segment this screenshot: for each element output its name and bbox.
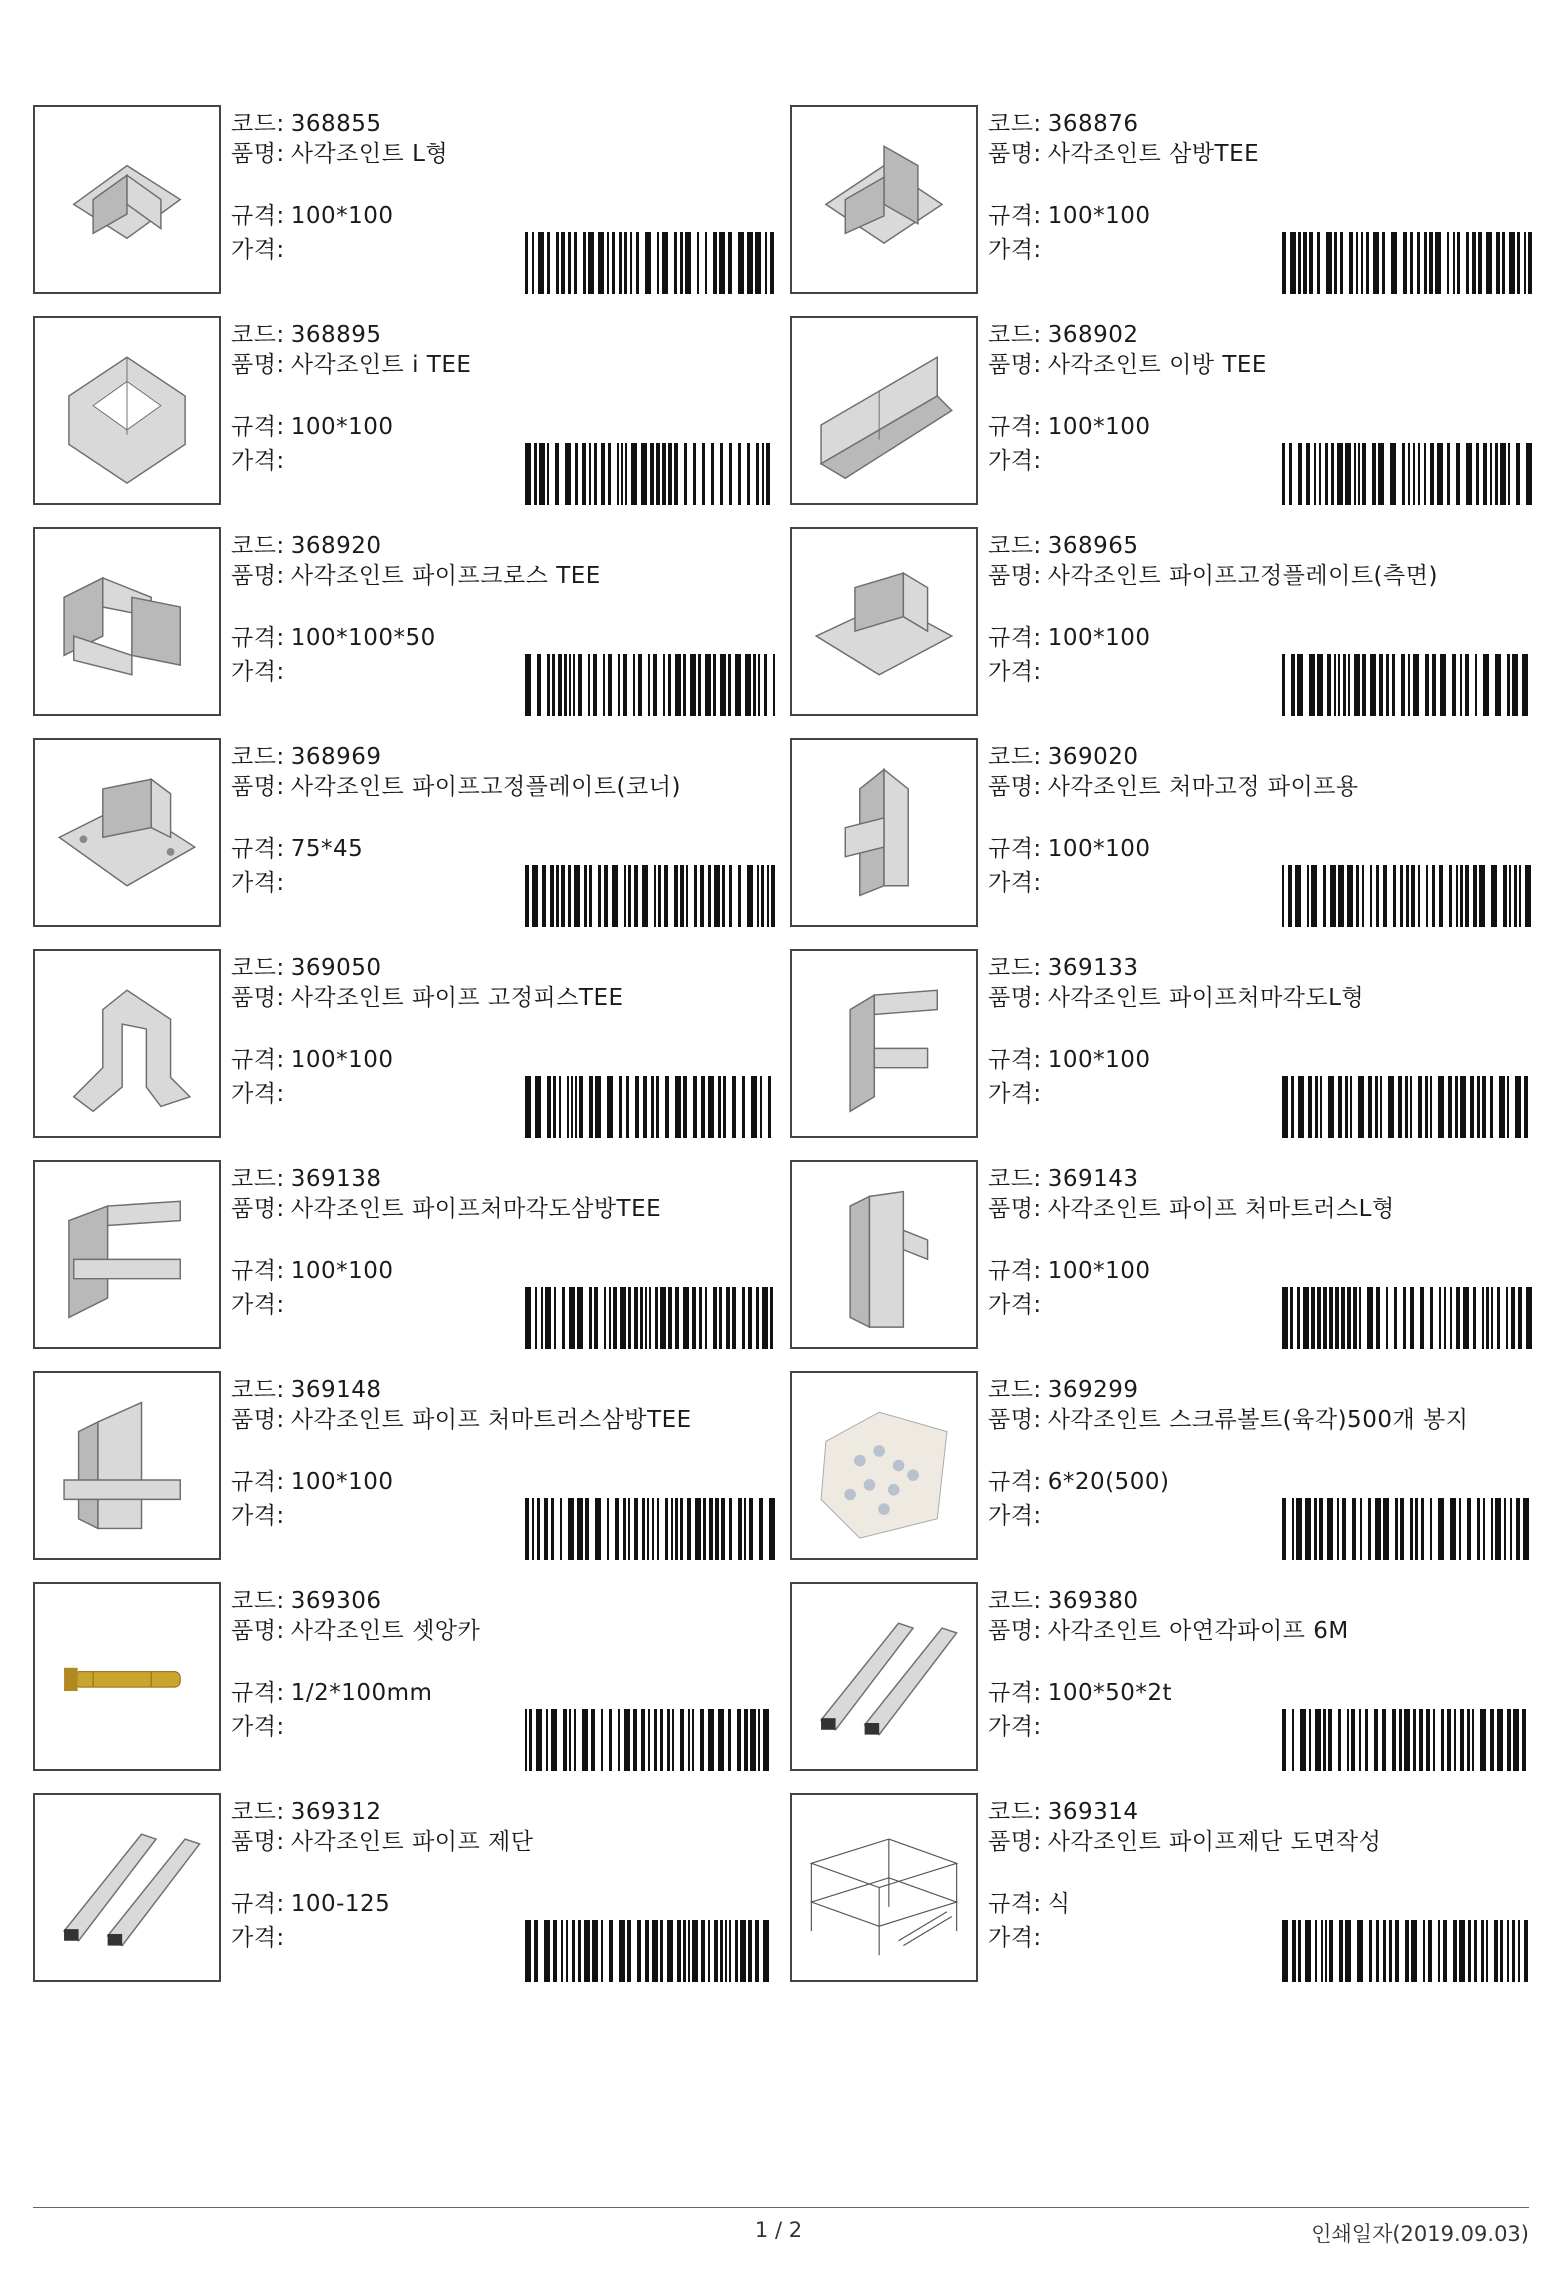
product-spec [988, 1047, 1151, 1073]
spec-value: 100*100 [1047, 414, 1151, 440]
product-price [231, 448, 291, 474]
barcode [1282, 1287, 1532, 1349]
barcode [525, 865, 775, 927]
price-label: 가격: [231, 237, 285, 263]
product-price [988, 1503, 1048, 1529]
name-label: 품명: [988, 1829, 1042, 1855]
spec-value: 100*100 [1047, 836, 1151, 862]
name-value: 사각조인트 i TEE [290, 352, 472, 378]
code-label: 코드: [988, 533, 1042, 559]
anchor-bolt-icon [35, 1584, 219, 1769]
product-spec [231, 1891, 390, 1917]
product-code [231, 744, 382, 770]
code-label: 코드: [988, 1166, 1042, 1192]
price-label: 가격: [988, 1925, 1042, 1951]
spec-value: 100-125 [290, 1891, 391, 1917]
product-code [988, 111, 1139, 137]
price-label: 가격: [988, 870, 1042, 896]
barcode [525, 232, 775, 294]
code-value: 369314 [1047, 1799, 1139, 1825]
product-image [33, 316, 221, 505]
product-spec [988, 1469, 1169, 1495]
code-value: 368965 [1047, 533, 1139, 559]
barcode [1282, 865, 1532, 927]
name-value: 사각조인트 파이프제단 도면작성 [1047, 1829, 1382, 1855]
spec-value: 100*100*50 [290, 625, 436, 651]
page-number: 1 / 2 [754, 2218, 803, 2242]
spec-label: 규격: [231, 1680, 285, 1706]
code-label: 코드: [231, 955, 285, 981]
product-code [231, 322, 382, 348]
product-image [790, 316, 978, 505]
product-image [33, 1582, 221, 1771]
spec-value: 100*100 [290, 1047, 394, 1073]
product-name [231, 1620, 781, 1642]
barcode [1282, 1498, 1532, 1560]
price-label: 가격: [988, 1292, 1042, 1318]
price-label: 가격: [231, 448, 285, 474]
spec-value: 100*100 [290, 203, 394, 229]
product-name [231, 565, 781, 587]
product-spec [231, 1680, 432, 1706]
product-card [33, 738, 783, 933]
product-price [231, 1925, 291, 1951]
product-image [790, 105, 978, 294]
code-value: 368969 [290, 744, 382, 770]
product-name [988, 776, 1538, 798]
product-card [33, 1371, 783, 1566]
product-image [33, 949, 221, 1138]
code-value: 368920 [290, 533, 382, 559]
product-name [988, 1620, 1538, 1642]
product-price [231, 1503, 291, 1529]
product-price [988, 448, 1048, 474]
spec-label: 규격: [231, 625, 285, 651]
product-card [33, 105, 783, 300]
product-card [33, 949, 783, 1144]
code-value: 368895 [290, 322, 382, 348]
price-label: 가격: [231, 1714, 285, 1740]
product-name [231, 354, 781, 376]
spec-label: 규격: [988, 836, 1042, 862]
code-value: 368855 [290, 111, 382, 137]
product-card [790, 527, 1540, 722]
square-pipe-icon [792, 1584, 976, 1769]
product-card [790, 1160, 1540, 1355]
spec-value: 6*20(500) [1047, 1469, 1170, 1495]
spec-label: 규격: [231, 836, 285, 862]
name-value: 사각조인트 아연각파이프 6M [1047, 1618, 1349, 1644]
name-label: 품명: [231, 985, 285, 1011]
product-card [33, 316, 783, 511]
spec-value: 100*100 [290, 1258, 394, 1284]
eave-truss-l-icon [792, 1162, 976, 1347]
product-name [231, 987, 781, 1009]
barcode [525, 654, 775, 716]
product-card [33, 1582, 783, 1777]
name-label: 품명: [988, 1407, 1042, 1433]
code-label: 코드: [231, 1799, 285, 1825]
code-label: 코드: [231, 1377, 285, 1403]
product-spec [988, 1258, 1151, 1284]
name-label: 품명: [231, 141, 285, 167]
code-label: 코드: [231, 1588, 285, 1614]
product-name [231, 776, 781, 798]
price-label: 가격: [231, 1081, 285, 1107]
product-name [231, 1831, 781, 1853]
product-price [988, 659, 1048, 685]
code-label: 코드: [231, 111, 285, 137]
product-card [790, 105, 1540, 300]
code-label: 코드: [988, 1377, 1042, 1403]
name-value: 사각조인트 파이프 제단 [290, 1829, 534, 1855]
name-value: 사각조인트 파이프고정플레이트(측면) [1047, 563, 1438, 589]
code-value: 369299 [1047, 1377, 1139, 1403]
product-name [988, 1409, 1538, 1431]
code-label: 코드: [988, 955, 1042, 981]
product-code [231, 1377, 382, 1403]
spec-value: 식 [1047, 1891, 1071, 1917]
product-image [790, 738, 978, 927]
product-spec [231, 836, 363, 862]
product-card [790, 949, 1540, 1144]
spec-label: 규격: [988, 203, 1042, 229]
barcode [525, 443, 775, 505]
name-label: 품명: [988, 563, 1042, 589]
product-name [231, 143, 781, 165]
product-spec [988, 625, 1151, 651]
spec-label: 규격: [231, 203, 285, 229]
eave-angle-l-icon [792, 951, 976, 1136]
product-card [790, 1582, 1540, 1777]
code-value: 369148 [290, 1377, 382, 1403]
code-value: 369143 [1047, 1166, 1139, 1192]
code-value: 369133 [1047, 955, 1139, 981]
name-value: 사각조인트 셋앙카 [290, 1618, 481, 1644]
product-name [988, 565, 1538, 587]
barcode [525, 1498, 775, 1560]
code-value: 368902 [1047, 322, 1139, 348]
product-card [33, 527, 783, 722]
price-label: 가격: [231, 1292, 285, 1318]
spec-value: 100*100 [1047, 203, 1151, 229]
name-label: 품명: [231, 1829, 285, 1855]
spec-label: 규격: [231, 1047, 285, 1073]
pipe-cross-tee-icon [35, 529, 219, 714]
product-image [33, 1160, 221, 1349]
code-label: 코드: [988, 744, 1042, 770]
name-value: 사각조인트 파이프 고정피스TEE [290, 985, 624, 1011]
name-value: 사각조인트 파이프크로스 TEE [290, 563, 601, 589]
barcode [525, 1076, 775, 1138]
product-code [231, 1799, 382, 1825]
name-value: 사각조인트 파이프처마각도L형 [1047, 985, 1365, 1011]
product-spec [231, 1047, 394, 1073]
name-label: 품명: [988, 141, 1042, 167]
product-image [33, 527, 221, 716]
print-date: 인쇄일자(2019.09.03) [1311, 2222, 1529, 2246]
name-value: 사각조인트 이방 TEE [1047, 352, 1267, 378]
product-name [988, 1198, 1538, 1220]
eave-angle-tee-icon [35, 1162, 219, 1347]
name-label: 품명: [988, 774, 1042, 800]
spec-value: 75*45 [290, 836, 364, 862]
frame-drawing-icon [792, 1795, 976, 1980]
code-label: 코드: [231, 1166, 285, 1192]
product-card [790, 1793, 1540, 1988]
code-value: 368876 [1047, 111, 1139, 137]
product-image [33, 1371, 221, 1560]
barcode [1282, 232, 1532, 294]
eave-truss-tee-icon [35, 1373, 219, 1558]
name-value: 사각조인트 파이프 처마트러스삼방TEE [290, 1407, 692, 1433]
product-image [790, 1371, 978, 1560]
price-label: 가격: [988, 1503, 1042, 1529]
name-value: 사각조인트 파이프고정플레이트(코너) [290, 774, 681, 800]
i-tee-icon [35, 318, 219, 503]
product-image [33, 738, 221, 927]
spec-label: 규격: [231, 1469, 285, 1495]
product-price [231, 1292, 291, 1318]
eave-bracket-icon [792, 740, 976, 925]
spec-label: 규격: [231, 1891, 285, 1917]
product-image [790, 949, 978, 1138]
product-image [790, 1793, 978, 1982]
product-code [231, 1588, 382, 1614]
name-label: 품명: [988, 1618, 1042, 1644]
name-label: 품명: [988, 352, 1042, 378]
footer-divider [33, 2207, 1529, 2208]
product-image [790, 1582, 978, 1771]
name-value: 사각조인트 삼방TEE [1047, 141, 1260, 167]
product-code [988, 955, 1139, 981]
name-value: 사각조인트 파이프처마각도삼방TEE [290, 1196, 662, 1222]
code-label: 코드: [988, 322, 1042, 348]
product-price [231, 659, 291, 685]
product-card [790, 316, 1540, 511]
price-label: 가격: [231, 659, 285, 685]
product-spec [988, 1891, 1070, 1917]
code-label: 코드: [231, 744, 285, 770]
code-label: 코드: [231, 533, 285, 559]
code-value: 369312 [290, 1799, 382, 1825]
spec-value: 1/2*100mm [290, 1680, 433, 1706]
product-code [988, 1166, 1139, 1192]
code-value: 369138 [290, 1166, 382, 1192]
price-label: 가격: [231, 870, 285, 896]
product-card [33, 1793, 783, 1988]
product-code [231, 955, 382, 981]
price-label: 가격: [231, 1503, 285, 1529]
product-price [988, 1925, 1048, 1951]
spec-label: 규격: [988, 1680, 1042, 1706]
price-label: 가격: [988, 1714, 1042, 1740]
spec-value: 100*100 [290, 1469, 394, 1495]
product-code [231, 111, 382, 137]
spec-label: 규격: [988, 1258, 1042, 1284]
l-joint-icon [35, 107, 219, 292]
product-spec [231, 625, 436, 651]
product-price [988, 1081, 1048, 1107]
pipe-cut-icon [35, 1795, 219, 1980]
spec-value: 100*100 [1047, 625, 1151, 651]
product-spec [988, 414, 1151, 440]
spec-label: 규격: [231, 414, 285, 440]
product-name [988, 1831, 1538, 1853]
code-value: 369306 [290, 1588, 382, 1614]
code-value: 369380 [1047, 1588, 1139, 1614]
spec-value: 100*100 [1047, 1047, 1151, 1073]
product-code [988, 1588, 1139, 1614]
name-label: 품명: [231, 563, 285, 589]
fixing-tee-icon [35, 951, 219, 1136]
product-spec [231, 203, 394, 229]
barcode [1282, 1920, 1532, 1982]
barcode [525, 1920, 775, 1982]
corner-plate-icon [35, 740, 219, 925]
barcode [1282, 443, 1532, 505]
price-label: 가격: [988, 448, 1042, 474]
product-image [33, 105, 221, 294]
name-label: 품명: [988, 1196, 1042, 1222]
code-label: 코드: [231, 322, 285, 348]
product-image [33, 1793, 221, 1982]
product-spec [231, 1469, 394, 1495]
name-label: 품명: [231, 1196, 285, 1222]
product-card [790, 1371, 1540, 1566]
barcode [1282, 1709, 1532, 1771]
product-price [231, 870, 291, 896]
product-price [231, 1714, 291, 1740]
barcode [1282, 654, 1532, 716]
spec-label: 규격: [988, 414, 1042, 440]
price-label: 가격: [988, 659, 1042, 685]
spec-label: 규격: [988, 1469, 1042, 1495]
code-value: 369050 [290, 955, 382, 981]
price-label: 가격: [231, 1925, 285, 1951]
product-name [988, 987, 1538, 1009]
product-name [988, 354, 1538, 376]
product-price [988, 1292, 1048, 1318]
spec-value: 100*100 [290, 414, 394, 440]
product-spec [988, 203, 1151, 229]
spec-value: 100*50*2t [1047, 1680, 1173, 1706]
product-price [988, 870, 1048, 896]
name-label: 품명: [988, 985, 1042, 1011]
product-price [231, 1081, 291, 1107]
product-price [988, 1714, 1048, 1740]
barcode [1282, 1076, 1532, 1138]
name-value: 사각조인트 스크류볼트(육각)500개 봉지 [1047, 1407, 1469, 1433]
product-name [231, 1409, 781, 1431]
price-label: 가격: [988, 237, 1042, 263]
product-spec [988, 836, 1151, 862]
product-spec [988, 1680, 1172, 1706]
product-price [988, 237, 1048, 263]
product-code [988, 533, 1139, 559]
name-label: 품명: [231, 774, 285, 800]
side-plate-icon [792, 529, 976, 714]
name-value: 사각조인트 파이프 처마트러스L형 [1047, 1196, 1395, 1222]
product-image [790, 1160, 978, 1349]
name-label: 품명: [231, 1407, 285, 1433]
product-code [988, 744, 1139, 770]
product-image [790, 527, 978, 716]
product-name [231, 1198, 781, 1220]
three-way-tee-icon [792, 107, 976, 292]
name-value: 사각조인트 처마고정 파이프용 [1047, 774, 1359, 800]
product-spec [231, 414, 394, 440]
code-label: 코드: [988, 1799, 1042, 1825]
name-value: 사각조인트 L형 [290, 141, 449, 167]
product-price [231, 237, 291, 263]
spec-label: 규격: [988, 1047, 1042, 1073]
product-code [988, 1377, 1139, 1403]
screw-bag-icon [792, 1373, 976, 1558]
barcode [525, 1709, 775, 1771]
spec-label: 규격: [231, 1258, 285, 1284]
product-card [790, 738, 1540, 933]
code-label: 코드: [988, 111, 1042, 137]
product-code [988, 322, 1139, 348]
product-spec [231, 1258, 394, 1284]
spec-label: 규격: [988, 1891, 1042, 1917]
product-code [231, 1166, 382, 1192]
barcode [525, 1287, 775, 1349]
two-way-tee-icon [792, 318, 976, 503]
product-code [231, 533, 382, 559]
code-label: 코드: [988, 1588, 1042, 1614]
spec-value: 100*100 [1047, 1258, 1151, 1284]
code-value: 369020 [1047, 744, 1139, 770]
name-label: 품명: [231, 352, 285, 378]
name-label: 품명: [231, 1618, 285, 1644]
product-name [988, 143, 1538, 165]
price-label: 가격: [988, 1081, 1042, 1107]
product-card [33, 1160, 783, 1355]
spec-label: 규격: [988, 625, 1042, 651]
product-code [988, 1799, 1139, 1825]
